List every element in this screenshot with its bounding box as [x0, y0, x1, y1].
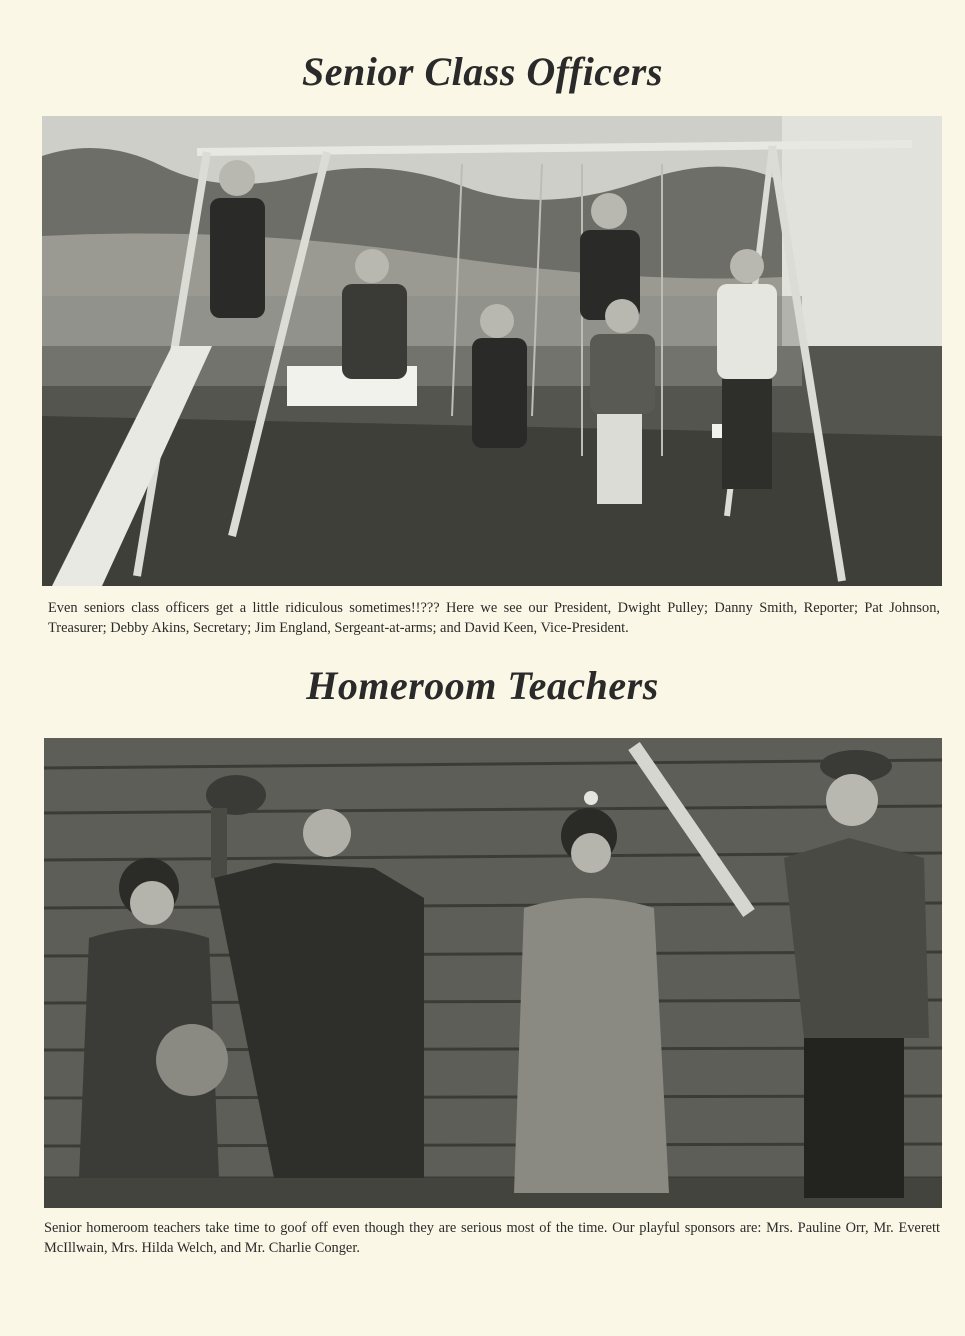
photo-senior-class-officers-art — [42, 116, 942, 586]
section-title-senior-class-officers: Senior Class Officers — [302, 49, 663, 94]
photo-homeroom-teachers — [44, 738, 942, 1208]
photo-senior-class-officers — [42, 116, 942, 586]
photo-homeroom-teachers-art — [44, 738, 942, 1208]
caption-senior-class-officers: Even seniors class officers get a little ridiculous sometimes!!??? Here we see our President, Dwight Pulley; Danny Smith, Reporter; Pat Johnson, Treasurer; Debby Akins, Secretary; Jim England, Sergeant-at-arms; and David Keen, Vice-President. — [48, 600, 940, 636]
section-title-homeroom-teachers: Homeroom Teachers — [306, 663, 659, 708]
caption-homeroom-teachers: Senior homeroom teachers take time to goof off even though they are serious most of the time. Our playful sponsors are: Mrs. Pauline Orr, Mr. Everett McIllwain, Mrs. Hilda Welch, and Mr. Charlie Conger. — [44, 1220, 940, 1256]
